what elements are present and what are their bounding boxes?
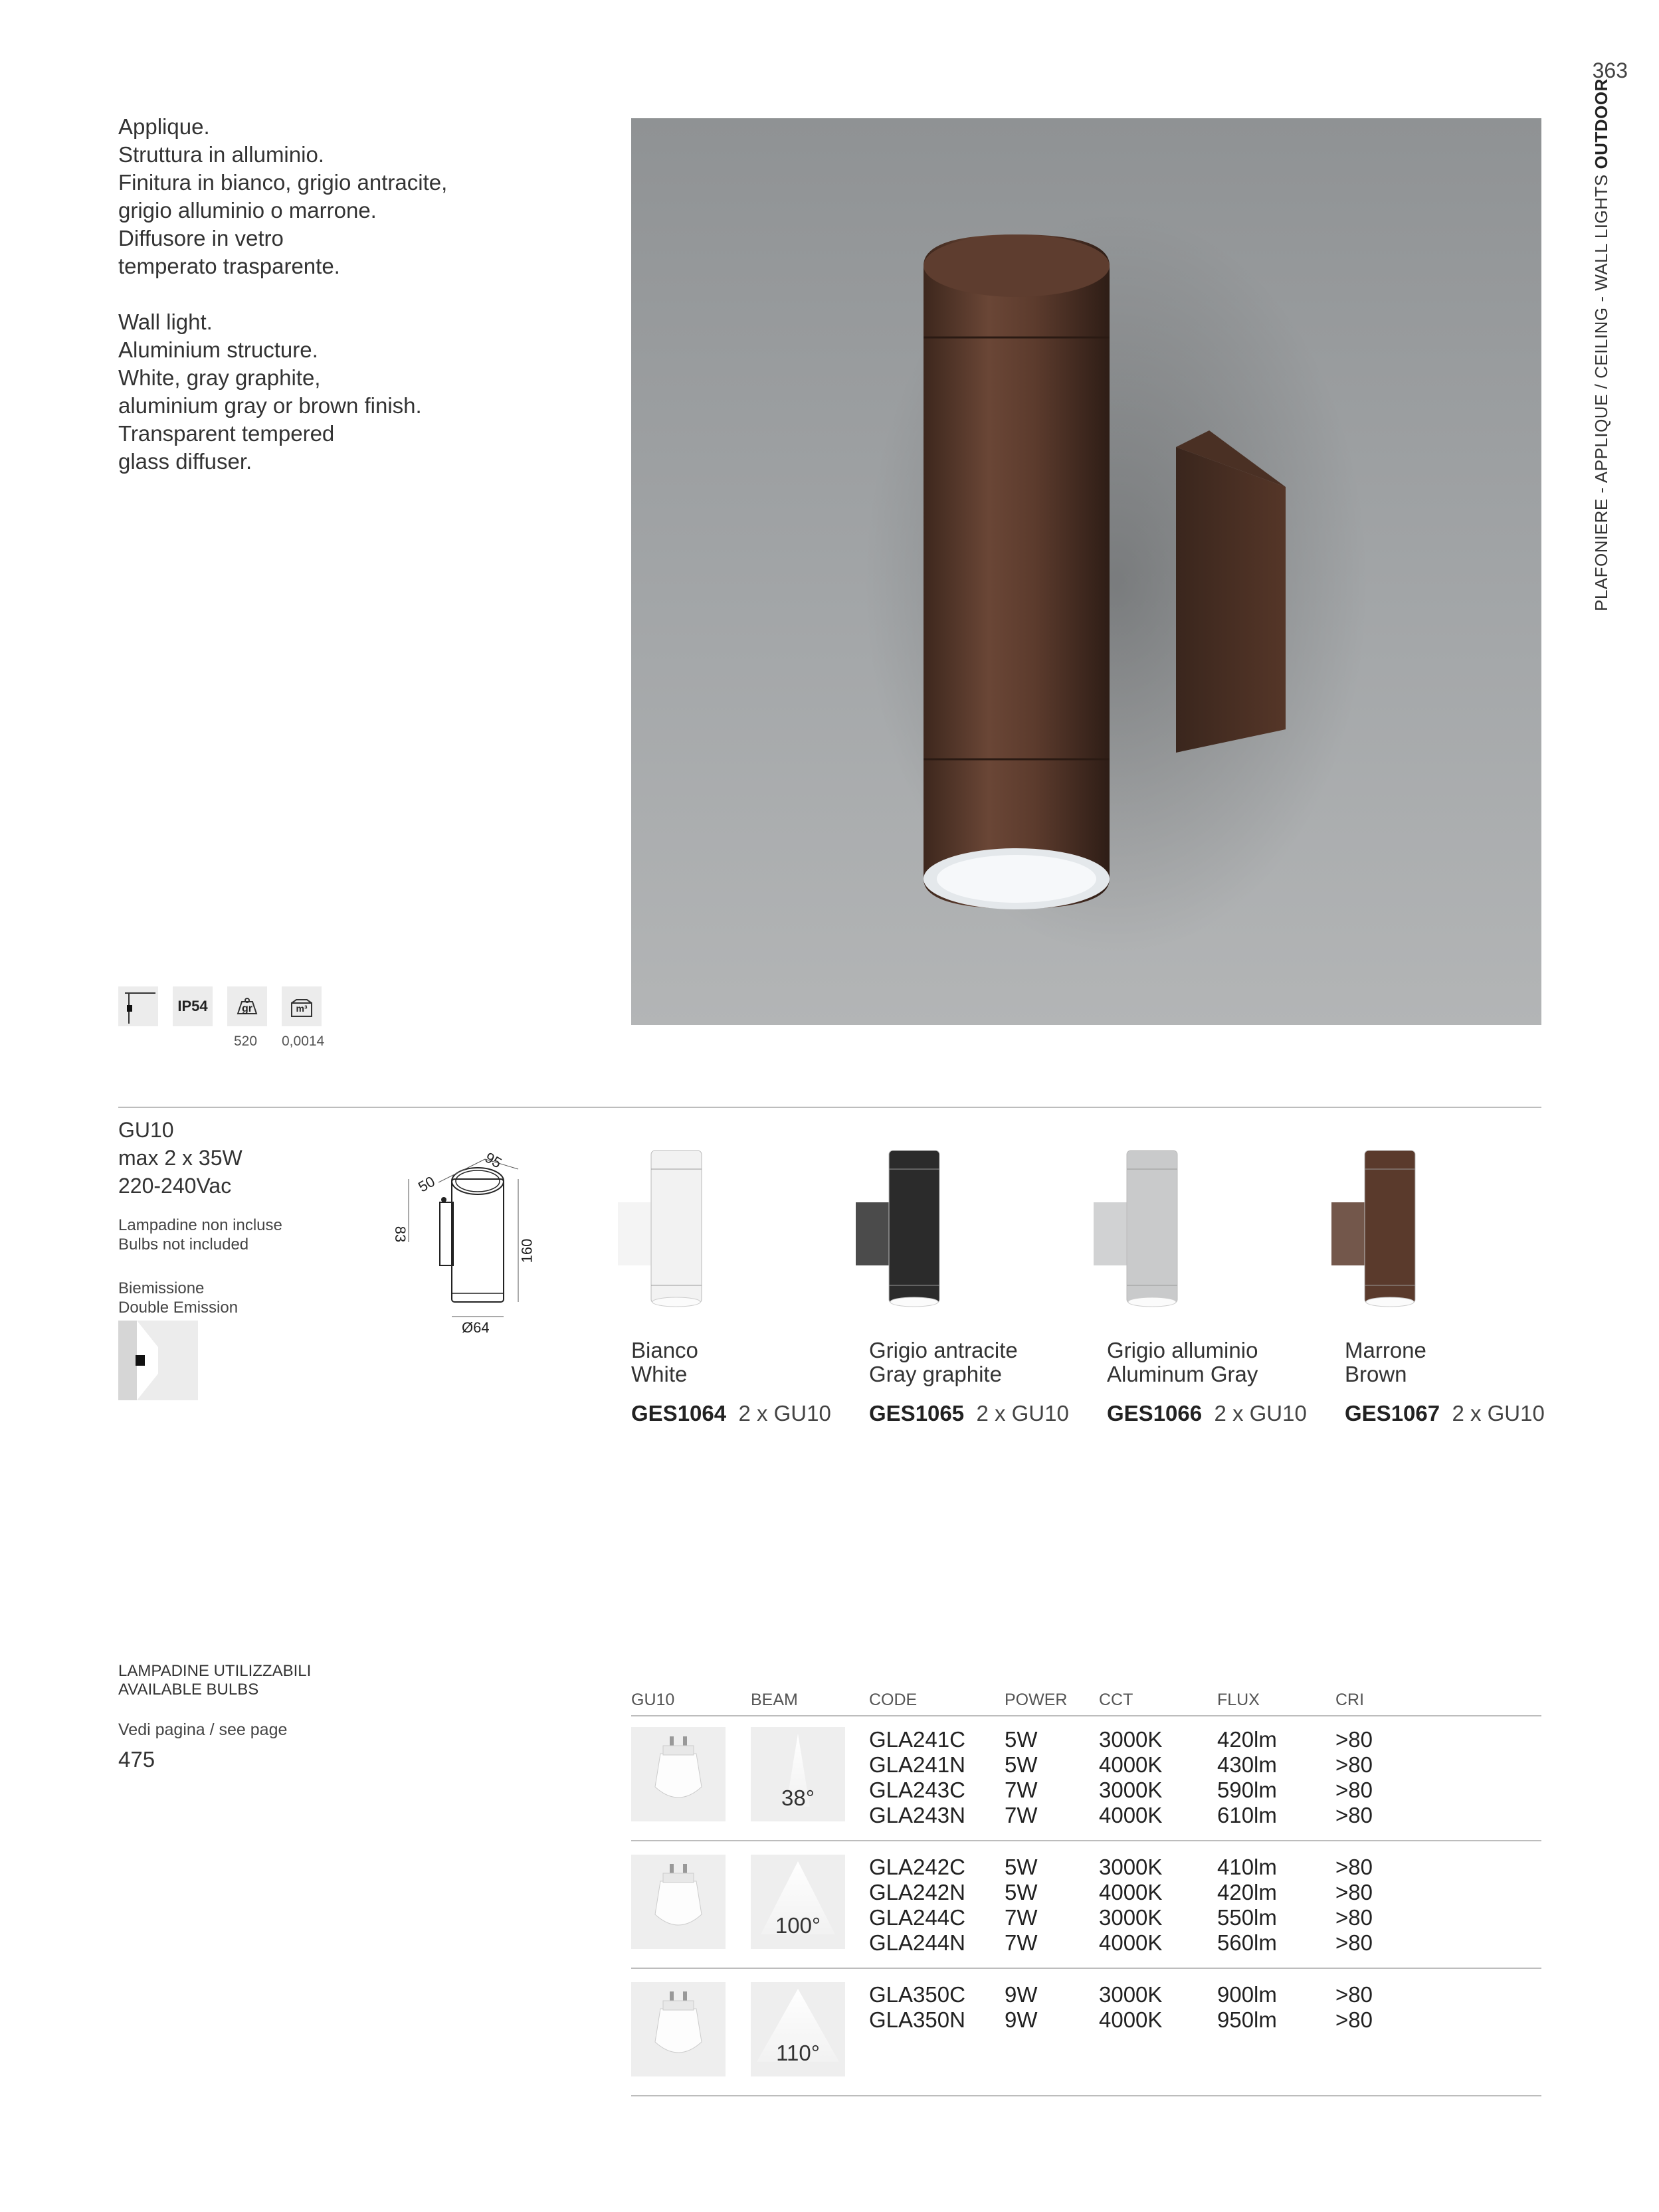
bulb-cct: 4000K: [1099, 1880, 1163, 1904]
ip-rating-badge: [173, 986, 213, 1026]
bulb-flux: 420lm: [1217, 1880, 1277, 1904]
variant-name-it: Marrone: [1345, 1338, 1426, 1362]
desc-line: glass diffuser.: [118, 449, 252, 474]
bulb-power: 9W: [1005, 2007, 1038, 2032]
table-divider: [631, 1968, 1541, 1969]
spec-line: GU10: [118, 1118, 174, 1142]
dimension-side: 83: [392, 1226, 409, 1243]
table-header: POWER: [1005, 1691, 1068, 1709]
bulb-code[interactable]: GLA243C: [869, 1778, 965, 1802]
weight-value: 520: [234, 1034, 258, 1049]
dimension-depth: 50: [415, 1172, 438, 1196]
side-title-prefix: PLAFONIERE - APPLIQUE / CEILING - WALL LIGHTS: [1591, 169, 1611, 611]
variant-thumbnail: [842, 1143, 975, 1315]
bulbs-note: [118, 1216, 282, 1254]
bulb-cct: 3000K: [1099, 1778, 1163, 1802]
desc-line: aluminium gray or brown finish.: [118, 393, 422, 418]
bulb-power: 5W: [1005, 1855, 1038, 1879]
table-header: CODE: [869, 1691, 918, 1709]
table-header: CCT: [1099, 1691, 1133, 1709]
bulb-cri: >80: [1335, 1880, 1373, 1904]
bulbs-note-en: Bulbs not included: [118, 1236, 249, 1253]
bulb-cri: >80: [1335, 1930, 1373, 1955]
bulb-cct: 3000K: [1099, 1727, 1163, 1752]
desc-line: Wall light.: [118, 310, 213, 334]
double-emission-icon: [118, 1321, 198, 1400]
table-header: CRI: [1335, 1691, 1365, 1709]
bulb-cct: 4000K: [1099, 1803, 1163, 1827]
desc-line: Diffusore in vetro: [118, 226, 284, 250]
desc-line: Transparent tempered: [118, 421, 335, 446]
desc-line: Applique.: [118, 114, 210, 139]
variant-name-it: Grigio antracite: [869, 1338, 1018, 1362]
variant-bulbs: 2 x GU10: [1214, 1401, 1307, 1426]
bulb-flux: 900lm: [1217, 1982, 1277, 2007]
table-header: GU10: [631, 1691, 675, 1709]
bulb-cri: >80: [1335, 1905, 1373, 1930]
beam-angle-icon: [751, 1855, 845, 1949]
table-header: FLUX: [1217, 1691, 1260, 1709]
variant-item: [1345, 1338, 1564, 1426]
bulb-power: 5W: [1005, 1727, 1038, 1752]
beam-angle-label: 110°: [776, 2041, 820, 2065]
bulb-flux: 610lm: [1217, 1803, 1277, 1827]
variant-bulbs: 2 x GU10: [976, 1401, 1069, 1426]
table-header: BEAM: [751, 1691, 798, 1709]
variant-bulbs: 2 x GU10: [738, 1401, 831, 1426]
wall-mount-icon: [118, 986, 158, 1026]
variant-code: GES1066: [1107, 1401, 1203, 1426]
desc-line: temperato trasparente.: [118, 254, 340, 278]
variant-name-en: White: [631, 1362, 688, 1386]
variant-name-it: Grigio alluminio: [1107, 1338, 1258, 1362]
variant-item: [1107, 1338, 1326, 1426]
hero-product-photo: [631, 118, 1541, 1025]
emission-en: Double Emission: [118, 1299, 239, 1317]
bulb-flux: 430lm: [1217, 1752, 1277, 1777]
bulb-thumbnail: [631, 1727, 726, 1821]
bulb-flux: 590lm: [1217, 1778, 1277, 1802]
spec-line: 220-240Vac: [118, 1174, 232, 1198]
bulbs-note-it: Lampadine non incluse: [118, 1216, 282, 1234]
bulb-power: 7W: [1005, 1778, 1038, 1802]
bulb-power: 7W: [1005, 1905, 1038, 1930]
beam-angle-label: 38°: [781, 1786, 815, 1810]
bulb-cri: >80: [1335, 1752, 1373, 1777]
bulb-cri: >80: [1335, 1727, 1373, 1752]
bulb-code[interactable]: GLA241N: [869, 1752, 965, 1777]
bulb-flux: 560lm: [1217, 1930, 1277, 1955]
bulb-code[interactable]: GLA244C: [869, 1905, 965, 1930]
weight-unit: gr: [242, 1003, 252, 1014]
electrical-specs: [118, 1116, 243, 1200]
bulbs-section-title: [118, 1662, 311, 1699]
bulb-cct: 3000K: [1099, 1982, 1163, 2007]
dimension-diameter: Ø64: [462, 1319, 490, 1336]
table-divider: [631, 2095, 1541, 2096]
variant-code: GES1065: [869, 1401, 965, 1426]
dimension-drawing: [385, 1143, 538, 1342]
spec-line: max 2 x 35W: [118, 1146, 243, 1170]
dimension-width: 95: [482, 1149, 505, 1172]
bulb-code[interactable]: GLA244N: [869, 1930, 965, 1955]
bulb-cri: >80: [1335, 1778, 1373, 1802]
variant-thumbnail: [1318, 1143, 1451, 1315]
beam-angle-icon: [751, 1727, 845, 1821]
bulb-cri: >80: [1335, 1855, 1373, 1879]
emission-note: [118, 1279, 238, 1317]
volume-value: 0,0014: [282, 1034, 325, 1049]
bulb-power: 7W: [1005, 1930, 1038, 1955]
variant-code: GES1067: [1345, 1401, 1440, 1426]
bulb-cri: >80: [1335, 1982, 1373, 2007]
bulb-cct: 4000K: [1099, 1930, 1163, 1955]
desc-line: White, gray graphite,: [118, 365, 321, 390]
variant-code-line: [869, 1401, 1088, 1426]
bulb-cct: 4000K: [1099, 1752, 1163, 1777]
bulb-flux: 950lm: [1217, 2007, 1277, 2032]
variant-code-line: [1345, 1401, 1564, 1426]
wall-light-illustration: [631, 118, 1541, 1025]
variant-bulbs: 2 x GU10: [1452, 1401, 1545, 1426]
bulbs-title-it: LAMPADINE UTILIZZABILI: [118, 1662, 312, 1680]
desc-line: Struttura in alluminio.: [118, 142, 324, 167]
bulb-code[interactable]: GLA350C: [869, 1982, 965, 2007]
bulb-code[interactable]: GLA241C: [869, 1727, 965, 1752]
bulb-code[interactable]: GLA350N: [869, 2007, 965, 2032]
variant-code-line: [1107, 1401, 1326, 1426]
bulb-cct: 4000K: [1099, 2007, 1163, 2032]
bulb-thumbnail: [631, 1855, 726, 1949]
section-divider: [118, 1107, 1541, 1108]
weight-icon: [227, 986, 267, 1026]
bulb-power: 9W: [1005, 1982, 1038, 2007]
bulb-code[interactable]: GLA242N: [869, 1880, 965, 1904]
variant-thumbnail: [605, 1143, 737, 1315]
side-title-bold: OUTDOOR: [1591, 78, 1611, 169]
ip-rating-label: IP54: [177, 998, 208, 1014]
bulb-cri: >80: [1335, 2007, 1373, 2032]
volume-icon: [282, 986, 322, 1026]
variant-name-en: Brown: [1345, 1362, 1407, 1386]
table-divider: [631, 1715, 1541, 1716]
variant-name-en: Aluminum Gray: [1107, 1362, 1258, 1386]
see-page-number[interactable]: 475: [118, 1747, 155, 1772]
bulb-cct: 3000K: [1099, 1855, 1163, 1879]
variant-item: [631, 1338, 850, 1426]
desc-line: Aluminium structure.: [118, 337, 318, 362]
variant-code-line: [631, 1401, 850, 1426]
variant-item: [869, 1338, 1088, 1426]
page-number: 363: [1592, 58, 1628, 82]
bulb-code[interactable]: GLA243N: [869, 1803, 965, 1827]
product-description: [118, 113, 447, 476]
variant-code: GES1064: [631, 1401, 727, 1426]
variant-name-it: Bianco: [631, 1338, 698, 1362]
bulb-thumbnail: [631, 1982, 726, 2076]
desc-line: Finitura in bianco, grigio antracite,: [118, 170, 448, 195]
beam-angle-label: 100°: [775, 1913, 821, 1938]
variant-name-en: Gray graphite: [869, 1362, 1002, 1386]
dimension-height: 160: [518, 1238, 536, 1263]
beam-angle-icon: [751, 1982, 845, 2076]
bulb-cri: >80: [1335, 1803, 1373, 1827]
bulb-cct: 3000K: [1099, 1905, 1163, 1930]
bulb-power: 7W: [1005, 1803, 1038, 1827]
bulbs-title-en: AVAILABLE BULBS: [118, 1681, 259, 1699]
volume-unit: m³: [296, 1003, 308, 1014]
bulb-power: 5W: [1005, 1752, 1038, 1777]
section-side-title: [1591, 78, 1618, 611]
desc-line: grigio alluminio o marrone.: [118, 198, 377, 223]
table-divider: [631, 1840, 1541, 1841]
bulb-code[interactable]: GLA242C: [869, 1855, 965, 1879]
bulb-power: 5W: [1005, 1880, 1038, 1904]
emission-it: Biemissione: [118, 1279, 205, 1297]
bulb-flux: 420lm: [1217, 1727, 1277, 1752]
see-page-label: Vedi pagina / see page: [118, 1720, 288, 1739]
bulb-flux: 410lm: [1217, 1855, 1277, 1879]
bulb-flux: 550lm: [1217, 1905, 1277, 1930]
variant-thumbnail: [1080, 1143, 1213, 1315]
